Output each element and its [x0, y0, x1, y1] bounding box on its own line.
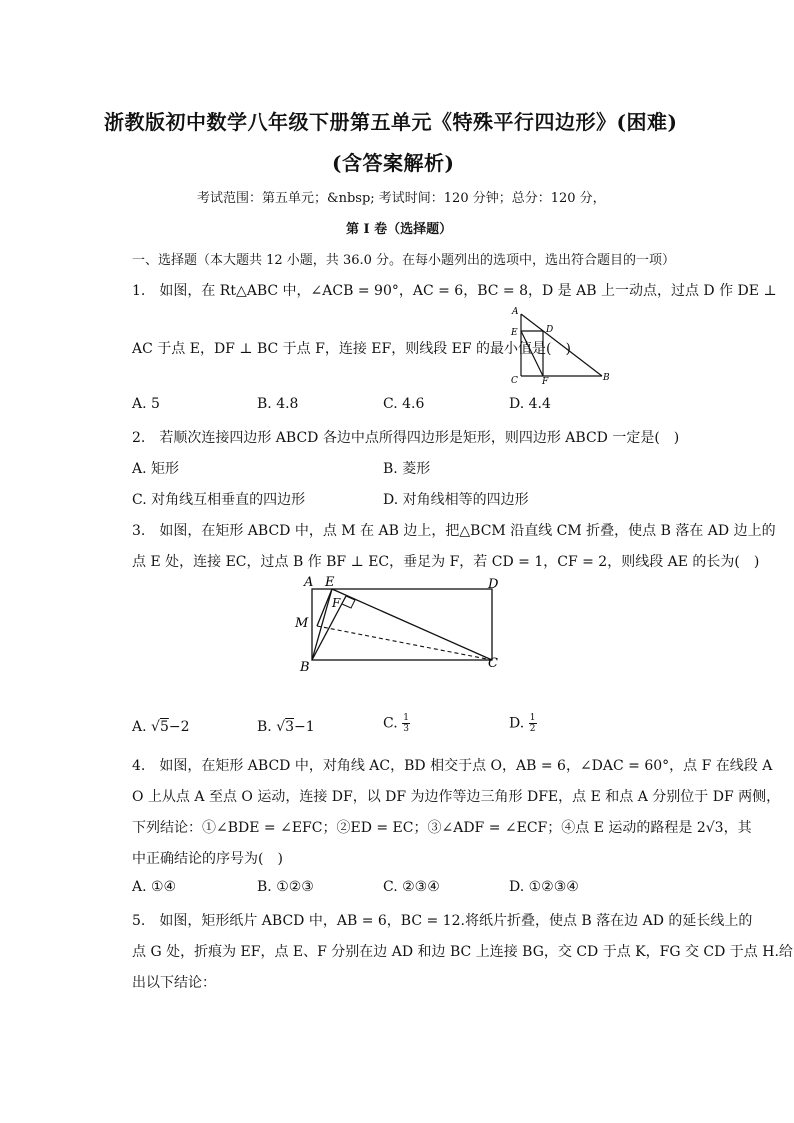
q4-line3: 下列结论：①∠BDE = ∠EFC；②ED = EC；③∠ADF = ∠ECF；④点 E 运动的路程是 2√3，其 — [132, 820, 752, 836]
sqrt-icon: √ — [276, 719, 286, 735]
q5-line2: 点 G 处，折痕为 EF，点 E、F 分别在边 AD 和边 BC 上连接 BG，交 CD 于点 K，FG 交 CD 于点 H.给 — [132, 944, 793, 960]
q4-option-b[interactable]: B. ①②③ — [257, 879, 314, 895]
q3-option-c-fraction — [402, 713, 410, 734]
q3-label-f: F — [332, 596, 341, 610]
q1-label-c: C — [511, 376, 518, 386]
q3-label-m: M — [295, 616, 309, 631]
q1-label-a: A — [512, 307, 519, 317]
q3-option-b-prefix: B. — [257, 719, 277, 735]
q5-line1: 5. 如图，矩形纸片 ABCD 中，AB = 6，BC = 12.将纸片折叠，使点 B 落在边 AD 的延长线上的 — [132, 913, 753, 929]
q3-segment-me — [317, 589, 332, 626]
q4-line2: O 上从点 A 至点 O 运动，连接 DF，以 DF 为边作等边三角形 DFE，点 E 和点 A 分别位于 DF 两侧， — [132, 789, 781, 805]
q4-option-d[interactable]: D. ①②③④ — [509, 879, 579, 895]
q3-option-a-radicand: 5 — [159, 719, 169, 735]
exam-info: 考试范围：第五单元；&nbsp; 考试时间：120 分钟；总分：120 分， — [197, 191, 606, 206]
q3-frac-c-num: 1 — [403, 713, 409, 723]
q4-option-c[interactable]: C. ②③④ — [383, 879, 440, 895]
q1-line1: 1. 如图，在 Rt△ABC 中，∠ACB = 90°，AC = 6，BC = 8，D 是 AB 上一动点，过点 D 作 DE ⊥ — [132, 283, 777, 299]
page-title-line1: 浙教版初中数学八年级下册第五单元《特殊平行四边形》(困难) — [104, 110, 678, 134]
q1-side-ab — [521, 314, 602, 376]
q1-option-b[interactable]: B. 4.8 — [257, 396, 299, 412]
q3-label-e: E — [325, 575, 335, 590]
q3-option-a[interactable] — [132, 719, 190, 735]
q1-line2: AC 于点 E，DF ⊥ BC 于点 F，连接 EF，则线段 EF 的最小值是( ) — [132, 341, 571, 357]
q3-option-c-prefix: C. — [383, 715, 403, 732]
page-title-line2: (含答案解析) — [332, 151, 455, 175]
q3-frac-c-den: 3 — [403, 724, 409, 734]
q1-segment-ef — [521, 331, 543, 376]
q2-line1: 2. 若顺次连接四边形 ABCD 各边中点所得四边形是矩形，则四边形 ABCD 一定是( ) — [132, 430, 680, 446]
q2-option-c[interactable]: C. 对角线互相垂直的四边形 — [132, 492, 306, 508]
q3-segment-bf — [312, 596, 346, 660]
q3-line1: 3. 如图，在矩形 ABCD 中，点 M 在 AB 边上，把△BCM 沿直线 CM 折叠，使点 B 落在 AD 边上的 — [132, 523, 776, 539]
q5-line3: 出以下结论： — [132, 975, 216, 991]
q4-line4: 中正确结论的序号为( ) — [132, 851, 283, 867]
q2-option-a[interactable]: A. 矩形 — [132, 461, 180, 477]
q1-figure — [506, 304, 616, 386]
q1-option-a[interactable]: A. 5 — [132, 396, 160, 412]
q3-option-b-suffix: −1 — [294, 719, 315, 735]
q2-option-d[interactable]: D. 对角线相等的四边形 — [383, 492, 529, 508]
q3-option-d-fraction — [529, 713, 537, 734]
sqrt-icon: √ — [151, 719, 160, 735]
q3-option-a-suffix: −2 — [168, 719, 190, 735]
q3-line2: 点 E 处，连接 EC，过点 B 作 BF ⊥ EC，垂足为 F，若 CD = 1，CF = 2，则线段 AE 的长为( ) — [132, 554, 760, 570]
q3-label-b: B — [300, 660, 310, 675]
q4-line1: 4. 如图，在矩形 ABCD 中，对角线 AC，BD 相交于点 O，AB = 6，∠DAC = 60°，点 F 在线段 A — [132, 758, 773, 774]
q1-label-b: B — [603, 373, 610, 383]
q3-option-d-prefix: D. — [509, 715, 529, 732]
q3-fold-cm — [317, 626, 492, 660]
q1-label-f: F — [542, 377, 549, 386]
q3-option-c[interactable] — [383, 713, 410, 734]
q2-option-b[interactable]: B. 菱形 — [383, 461, 431, 477]
q3-option-a-prefix: A. — [132, 719, 152, 735]
q3-segment-ec — [332, 589, 492, 660]
q1-option-d[interactable]: D. 4.4 — [509, 396, 551, 412]
q3-frac-d-den: 2 — [529, 724, 536, 734]
section-heading: 一、选择题（本大题共 12 小题，共 36.0 分。在每小题列出的选项中，选出符合题目的一项） — [132, 253, 676, 268]
q4-option-a[interactable]: A. ①④ — [132, 879, 177, 895]
q1-option-c[interactable]: C. 4.6 — [383, 396, 425, 412]
q3-label-d: D — [488, 577, 499, 592]
q1-label-d: D — [546, 325, 554, 335]
q3-option-b-radicand: 3 — [285, 719, 295, 735]
q3-label-c: C — [488, 656, 498, 671]
q3-option-b[interactable] — [257, 719, 315, 735]
q3-figure — [290, 574, 510, 678]
q1-label-e: E — [511, 328, 518, 338]
volume-heading: 第 I 卷（选择题） — [346, 222, 453, 237]
q3-label-a: A — [304, 575, 314, 590]
q3-option-d[interactable] — [509, 713, 537, 734]
q3-frac-d-num: 1 — [529, 713, 536, 723]
q3-segment-be — [312, 589, 332, 660]
